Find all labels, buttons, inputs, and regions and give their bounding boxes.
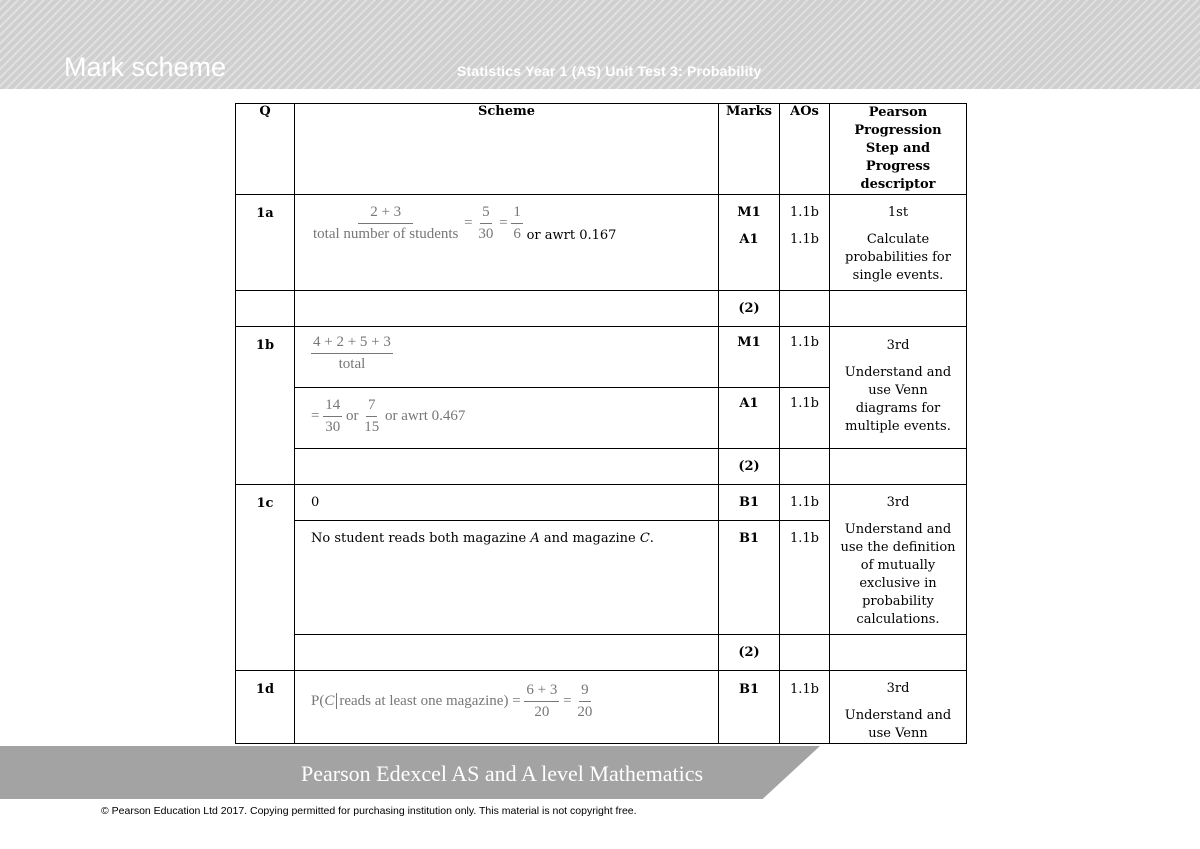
total-marks: (2) (719, 449, 780, 485)
equals-sign: = (311, 407, 320, 424)
text: and magazine (539, 531, 640, 546)
italic-text: C (639, 531, 650, 546)
numerator: 2 + 3 (358, 205, 413, 224)
progress-descriptor: Understand and use the definition of mutually exclusive in probability calculations. (840, 522, 956, 627)
denominator: total (338, 356, 366, 372)
progress-descriptor: Understand and use Venn diagrams for multiple events. (844, 365, 952, 434)
fraction (362, 398, 381, 435)
col-header-descriptor: Pearson Progression Step and Progress descriptor (830, 104, 967, 195)
table-header-row (236, 104, 967, 195)
col-header-q: Q (236, 104, 295, 195)
scheme-expression (311, 397, 466, 435)
numerator: 6 + 3 (524, 683, 559, 702)
total-marks: (2) (719, 291, 780, 327)
scheme-expression (311, 204, 527, 242)
italic-text: C (324, 692, 335, 709)
ao: 1.1b (780, 327, 830, 388)
text: P( (311, 692, 325, 709)
denominator: total number of students (313, 226, 459, 242)
question-number: 1c (236, 485, 295, 671)
mark: M1 (737, 205, 761, 220)
numerator: 9 (579, 683, 591, 702)
numerator: 1 (511, 205, 523, 224)
descriptor-cell (830, 671, 967, 744)
descriptor-cell (830, 485, 967, 635)
fraction (311, 205, 460, 242)
italic-text: A (530, 531, 540, 546)
progress-descriptor: Calculate probabilities for single events. (845, 232, 951, 283)
fraction (323, 398, 342, 435)
scheme-cell (295, 388, 719, 449)
mark: M1 (719, 327, 780, 388)
ao: 1.1b (780, 485, 830, 521)
numerator: 14 (323, 398, 342, 417)
text: No student reads both magazine (311, 531, 531, 546)
fraction (311, 335, 393, 372)
table-row-1a-total (236, 291, 967, 327)
equals-sign: = (499, 214, 508, 231)
equals-sign: = (464, 214, 473, 231)
descriptor-cell (830, 327, 967, 449)
scheme-tail: or awrt 0.167 (526, 227, 617, 243)
footer-title: Pearson Edexcel AS and A level Mathematics (301, 761, 704, 786)
table-row-1c-total (236, 635, 967, 671)
scheme-cell (295, 327, 719, 388)
mark: A1 (719, 388, 780, 449)
table-row-1b-total (236, 449, 967, 485)
question-number: 1a (236, 195, 295, 291)
progression-step: 1st (887, 205, 909, 220)
scheme-expression (311, 682, 594, 720)
page-subtitle: Statistics Year 1 (AS) Unit Test 3: Probability (457, 63, 762, 79)
col-header-marks: Marks (719, 104, 780, 195)
total-marks: (2) (719, 635, 780, 671)
progression-step: 3rd (886, 681, 910, 696)
question-number: 1d (236, 671, 295, 744)
col-header-scheme: Scheme (295, 104, 719, 195)
text: . (649, 531, 654, 546)
progression-step: 3rd (886, 495, 910, 510)
or-text: or (345, 407, 359, 424)
denominator: 30 (325, 419, 341, 435)
scheme-cell (295, 671, 719, 744)
denominator: 30 (478, 226, 494, 242)
scheme-line (295, 521, 719, 635)
ao: 1.1b (790, 232, 819, 247)
scheme-line: 0 (295, 485, 719, 521)
header-banner (0, 0, 1200, 89)
ao: 1.1b (780, 388, 830, 449)
progression-step: 3rd (886, 338, 910, 353)
descriptor-cell (830, 195, 967, 291)
numerator: 7 (366, 398, 378, 417)
scheme-cell (295, 195, 719, 291)
ao: 1.1b (780, 671, 830, 744)
mark-scheme-table (235, 103, 967, 744)
col-header-aos: AOs (780, 104, 830, 195)
table-row-1b (236, 327, 967, 388)
denominator: 6 (513, 226, 521, 242)
table-row-1c (236, 485, 967, 521)
fraction (575, 683, 594, 720)
table-row-1d (236, 671, 967, 744)
fraction (511, 205, 523, 242)
question-number: 1b (236, 327, 295, 485)
table-row-1a (236, 195, 967, 291)
fraction (524, 683, 559, 720)
denominator: 20 (577, 704, 593, 720)
numerator: 4 + 2 + 5 + 3 (311, 335, 393, 354)
scheme-tail: or awrt 0.467 (384, 407, 466, 424)
page-title: Mark scheme (64, 52, 227, 82)
mark: A1 (739, 232, 759, 247)
mark: B1 (719, 521, 780, 635)
numerator: 5 (480, 205, 492, 224)
scheme-expression (311, 334, 393, 372)
equals-sign: = (563, 692, 572, 709)
mark: B1 (719, 671, 780, 744)
text: reads at least one magazine) = (339, 692, 521, 709)
mark: B1 (719, 485, 780, 521)
denominator: 20 (534, 704, 550, 720)
ao: 1.1b (780, 521, 830, 635)
copyright-notice: © Pearson Education Ltd 2017. Copying permitted for purchasing institution only. This material is not copyright free. (101, 805, 637, 817)
fraction (476, 205, 495, 242)
ao: 1.1b (790, 205, 819, 220)
aos-cell (780, 195, 830, 291)
marks-cell (719, 195, 780, 291)
denominator: 15 (364, 419, 380, 435)
progress-descriptor: Understand and use Venn (844, 708, 952, 741)
